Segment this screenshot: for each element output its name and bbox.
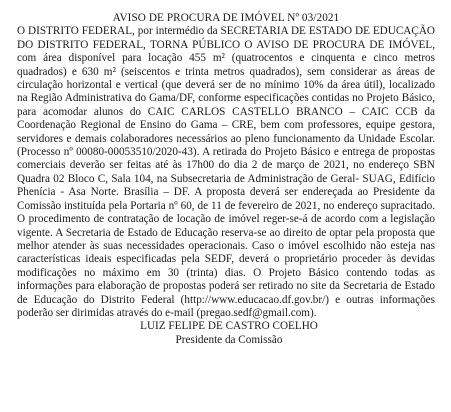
signer-name: LUIZ FELIPE DE CASTRO COELHO	[140, 320, 318, 333]
notice-document	[17, 12, 435, 347]
notice-title: AVISO DE PROCURA DE IMÓVEL Nº 03/2021	[112, 12, 340, 24]
notice-body: O DISTRITO FEDERAL, por intermédio da SECRETARIA DE ESTADO DE EDUCAÇÃO DO DISTRITO FEDERAL, TORNA PÚBLICO O AVISO DE PROCURA DE IMÓVEL, com área disponível para locação 455 m² (quatrocentos e cinquenta e cinco metros quadrados) e 630 m² (seiscentos e trinta metros quadrados), sem considerar as áreas de circulação horizontal e vertical (que deverá ser de no mínimo 10% da área útil), localizado na Região Administrativa do Gama/DF, conforme especificações contidas no Projeto Básico, para acomodar alunos do CAIC CARLOS CASTELLO BRANCO – CAIC CCB da Coordenação Regional de Ensino do Gama – CRE, bem com professores, equipe gestora, servidores e demais colaboradores necessários ao pleno funcionamento da Unidade Escolar. (Processo nº 00080-00053510/2020-43). A retirada do Projeto Básico e entrega de propostas comerciais deverão ser feitas até às 17h00 do dia 2 de março de 2021, no endereço SBN Quadra 02 Bloco C, Sala 104, na Subsecretaria de Administração de Geral- SUAG, Edifício Phenícia - Asa Norte. Brasília – DF. A proposta deverá ser endereçada ao Presidente da Comissão instituída pela Portaria nº 60, de 11 de fevereiro de 2021, no endereço supracitado. O procedimento de contratação de locação de imóvel reger-se-á de acordo com a legislação vigente. A Secretaria de Estado de Educação reserva-se ao direito de optar pela proposta que melhor atender às suas necessidades operacionais. Caso o imóvel escolhido não esteja nas características ideais especificadas pela SEDF, deverá o proprietário proceder às devidas modificações no máximo em 30 (trinta) dias. O Projeto Básico contendo todas as informações para elaboração de propostas poderá ser retirado no site da Secretaria de Estado de Educação do Distrito Federal (http://www.educacao.df.gov.br/) e outras informações poderão ser dirimidas através do e-mail (pregao.sedf@gmail.com).	[17, 25, 435, 319]
signer-role: Presidente da Comissão	[175, 333, 283, 346]
